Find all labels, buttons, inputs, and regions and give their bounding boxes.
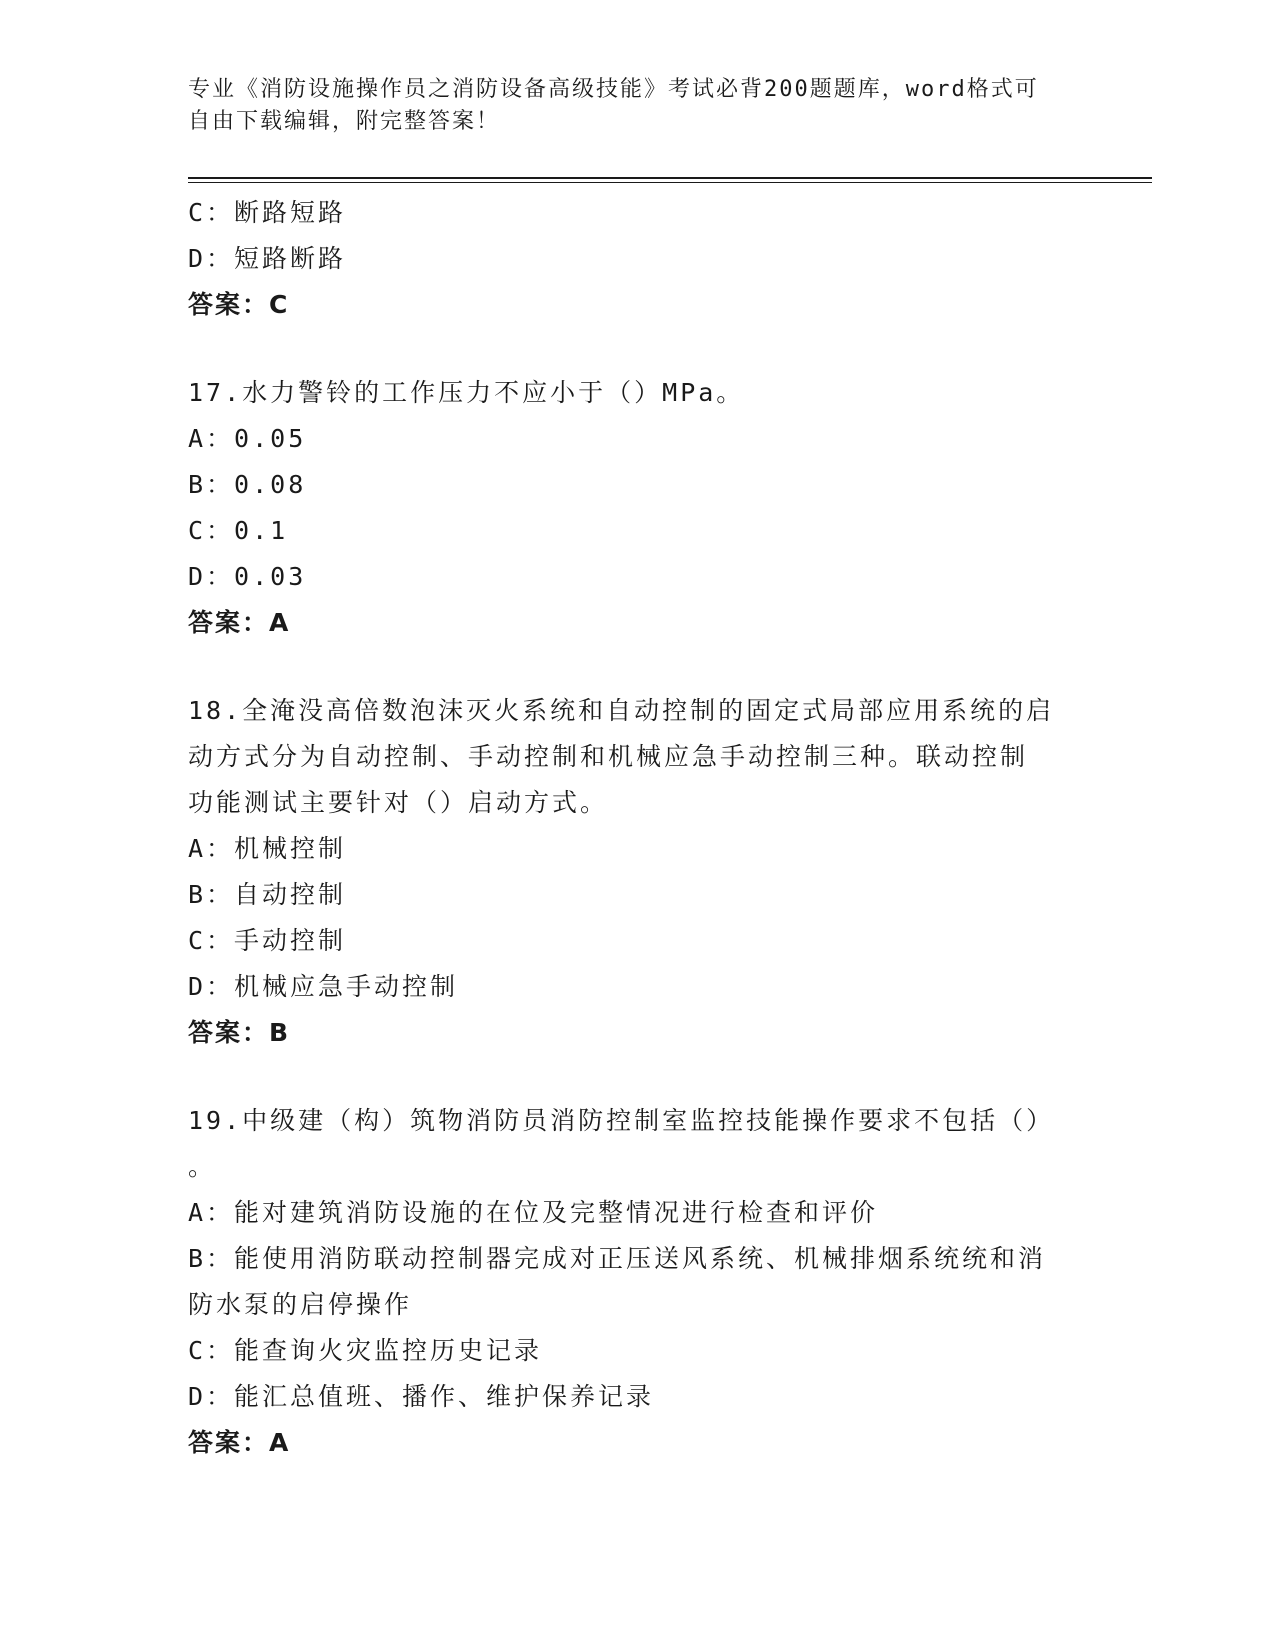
question-stem-line-1: 19.中级建（构）筑物消防员消防控制室监控技能操作要求不包括（） <box>188 1106 1055 1135</box>
option-a: A：能对建筑消防设施的在位及完整情况进行检查和评价 <box>188 1198 879 1227</box>
question-stem-line-1: 18.全淹没高倍数泡沫灭火系统和自动控制的固定式局部应用系统的启 <box>188 696 1055 725</box>
option-a: A：机械控制 <box>188 834 347 863</box>
option-b: B：能使用消防联动控制器完成对正压送风系统、机械排烟系统统和消 <box>188 1244 1047 1273</box>
option-b-continued: 防水泵的启停操作 <box>188 1290 413 1319</box>
document-header <box>188 74 1068 138</box>
question-stem-line-2: 。 <box>188 1152 217 1181</box>
question-stem-line-2: 动方式分为自动控制、手动控制和机械应急手动控制三种。联动控制 <box>188 742 1029 771</box>
option-c: C：断路短路 <box>188 198 347 227</box>
option-c: C：能查询火灾监控历史记录 <box>188 1336 543 1365</box>
option-b: B：自动控制 <box>188 880 347 909</box>
question-stem-line-3: 功能测试主要针对（）启动方式。 <box>188 788 609 817</box>
answer-line: 答案：A <box>188 1428 291 1457</box>
question-17 <box>188 370 1088 646</box>
option-d: D：机械应急手动控制 <box>188 972 459 1001</box>
question-18 <box>188 688 1088 1056</box>
option-a: A：0.05 <box>188 424 307 453</box>
question-stem: 17.水力警铃的工作压力不应小于（）MPa。 <box>188 378 745 407</box>
continued-question <box>188 190 1088 328</box>
answer-line: 答案：C <box>188 290 290 319</box>
option-d: D：0.03 <box>188 562 307 591</box>
answer-line: 答案：A <box>188 608 291 637</box>
header-divider-thin <box>188 182 1152 183</box>
header-title-line-1: 专业《消防设施操作员之消防设备高级技能》考试必背200题题库，word格式可 <box>188 77 1039 102</box>
option-d: D：能汇总值班、播作、维护保养记录 <box>188 1382 655 1411</box>
option-c: C：手动控制 <box>188 926 347 955</box>
header-divider-thick <box>188 177 1152 179</box>
question-list <box>188 190 1088 1466</box>
option-d: D：短路断路 <box>188 244 347 273</box>
question-19 <box>188 1098 1088 1466</box>
option-b: B：0.08 <box>188 470 307 499</box>
header-title-line-2: 自由下载编辑，附完整答案！ <box>188 109 501 134</box>
option-c: C：0.1 <box>188 516 289 545</box>
answer-line: 答案：B <box>188 1018 291 1047</box>
